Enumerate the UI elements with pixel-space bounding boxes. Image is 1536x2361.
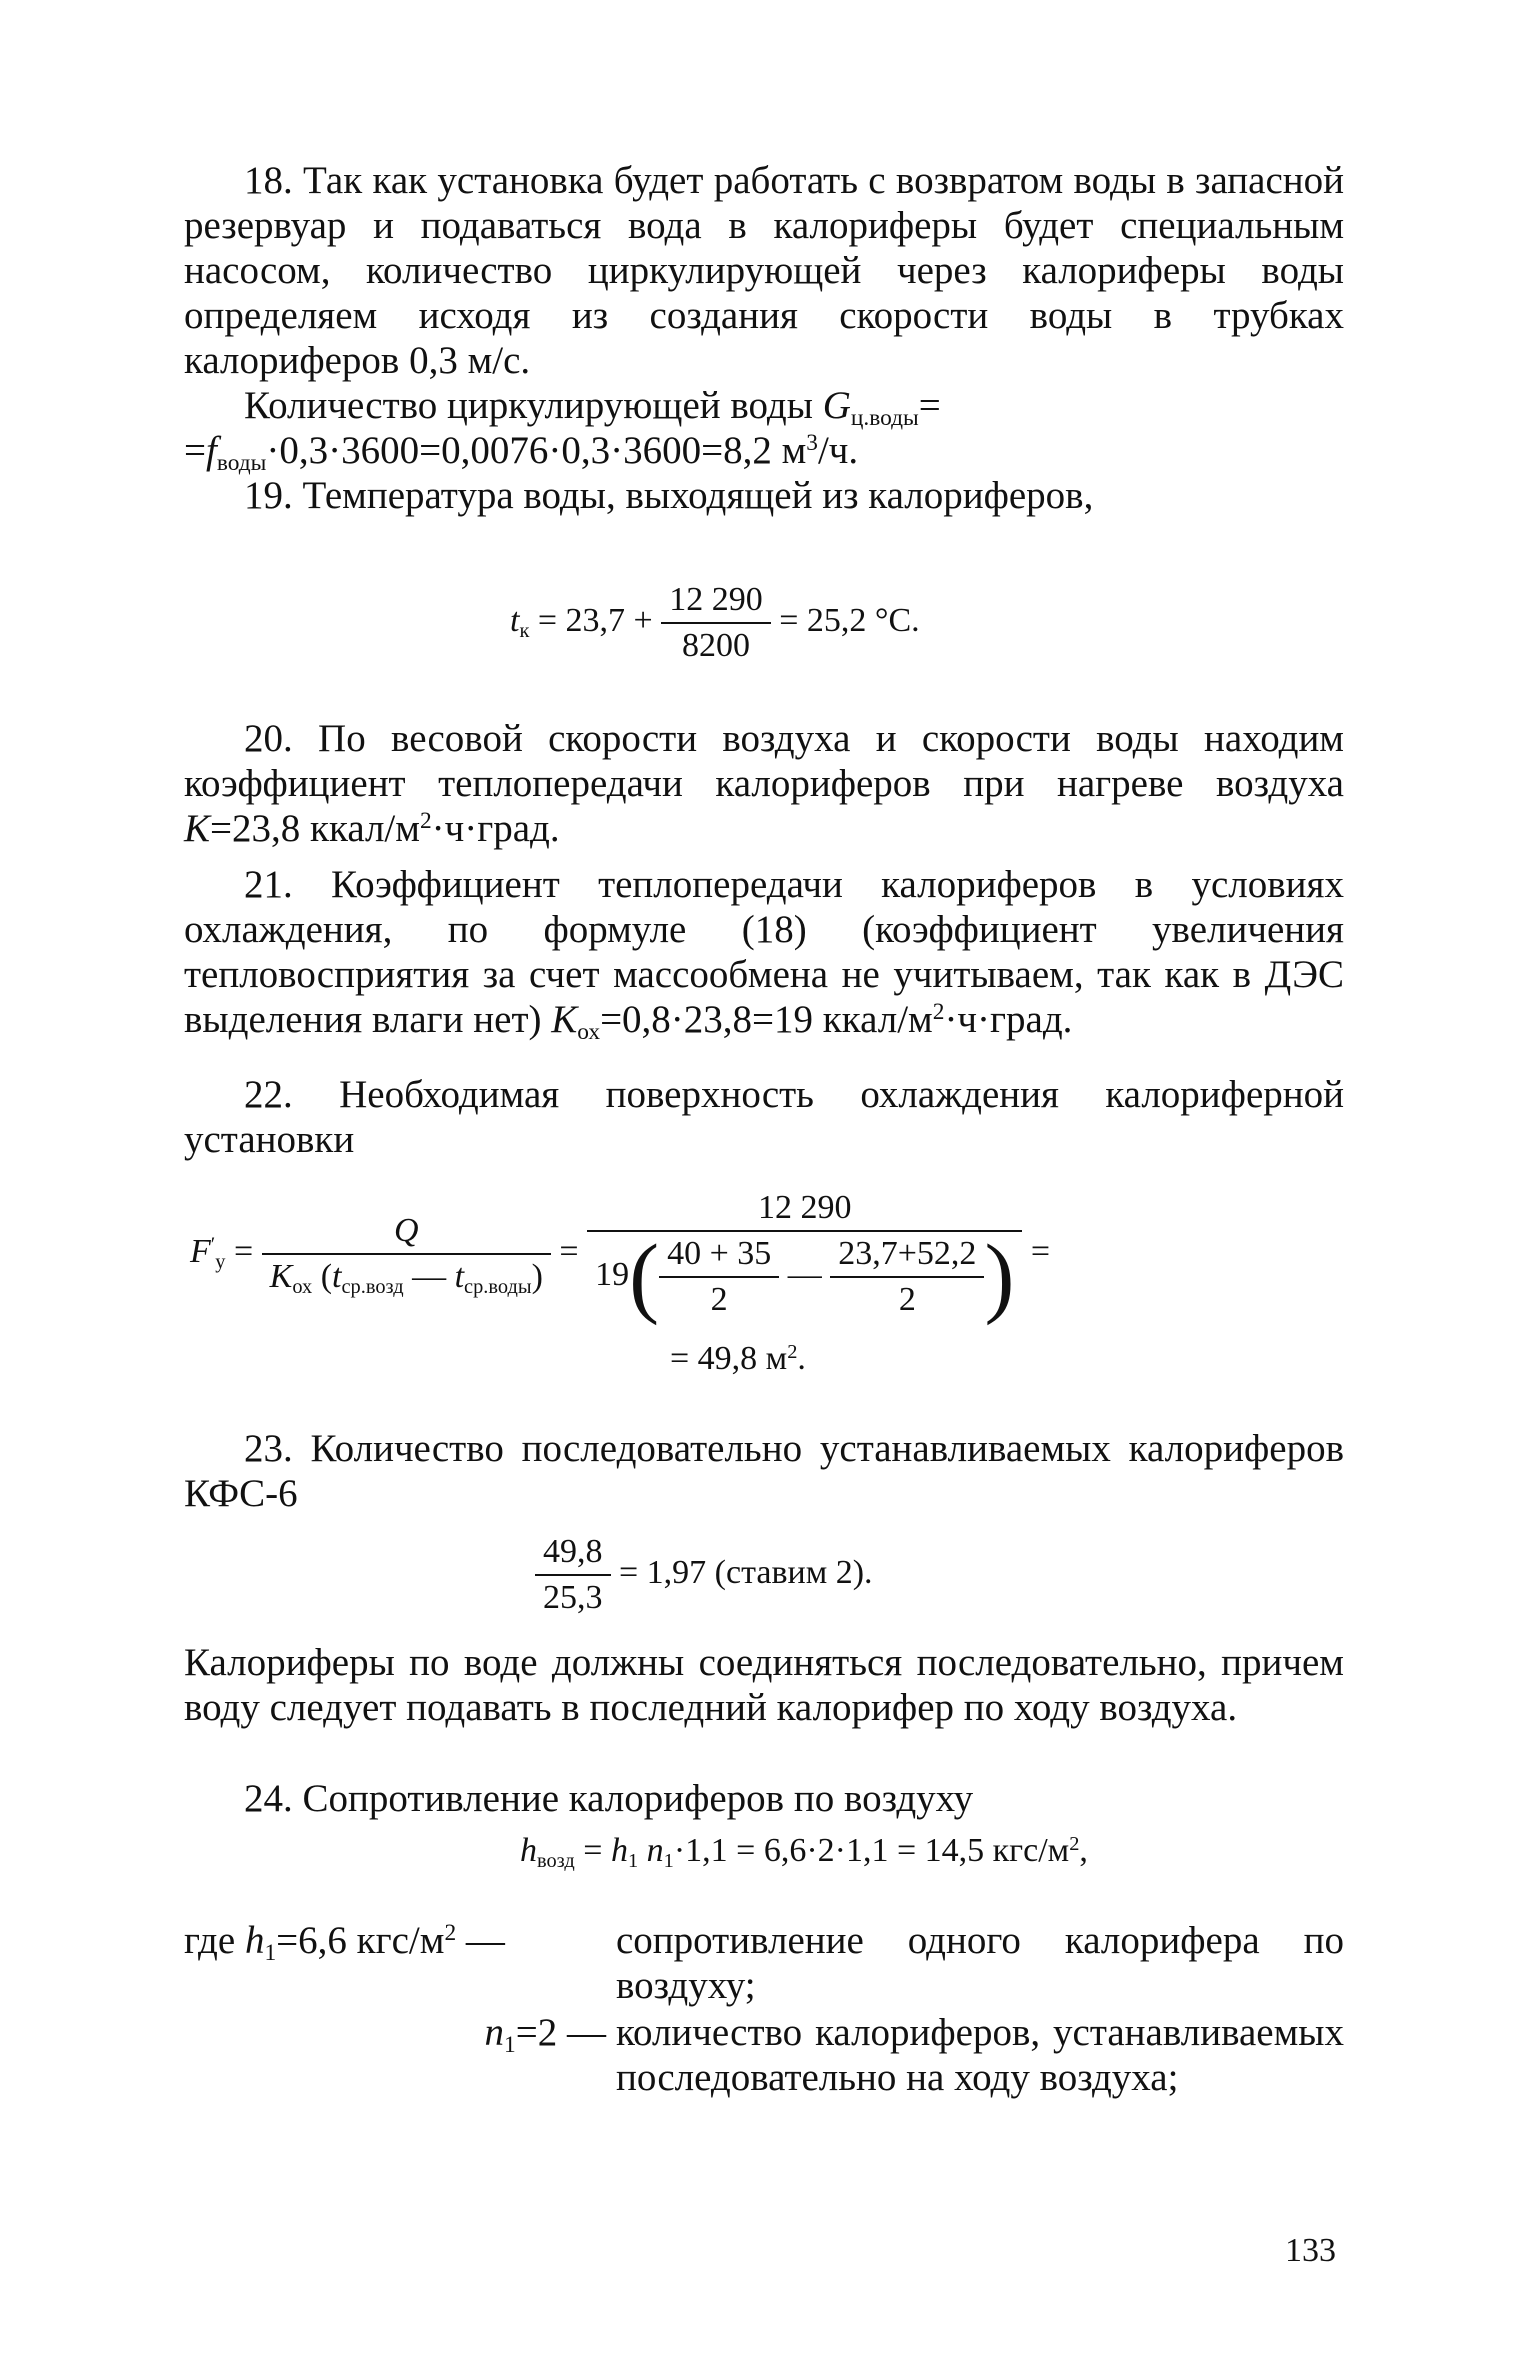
text: где [184,1919,245,1962]
text: =23,8 ккал/м [210,807,420,850]
equation-22 [190,1186,1051,1326]
numerator: 40 + 35 [659,1232,779,1278]
prime: ′ [210,1233,216,1256]
where-term [484,2010,606,2059]
numerator: 12 290 [587,1186,1022,1232]
subscript: ох [292,1276,313,1299]
left-paren: ( [629,1227,660,1326]
text: ) [531,1258,543,1295]
symbol: Q [393,1212,419,1249]
text: ·ч·град. [431,807,560,850]
minus: — [787,1255,822,1293]
symbol: h [244,1919,265,1962]
numerator: 12 290 [661,578,771,624]
paragraph-24: 24. Сопротивление калориферов по воздуху [244,1777,974,1820]
text: — [403,1258,455,1295]
subscript: ц.воды [850,405,919,432]
denominator: 2 [710,1281,728,1318]
subscript: 1 [663,1850,674,1873]
where-description: сопротивление одного калорифера по воздуху; [616,1919,1344,2007]
text: ·1,1 = 6,6·2·1,1 = 14,5 кгс/м [673,1832,1070,1869]
subscript: воды [216,450,267,477]
subscript: ох [577,1019,601,1046]
paragraph-20 [184,716,1344,851]
subscript: 1 [504,2032,516,2059]
denominator: 25,3 [543,1579,603,1616]
subscript: к [519,619,530,642]
text: =6,6 кгс/м [276,1919,445,1962]
symbol: F [190,1232,211,1270]
text: /ч. [817,429,859,472]
subscript: у [215,1250,226,1273]
text: =2 — [515,2011,606,2054]
superscript: 2 [419,808,432,835]
denominator [262,1255,551,1299]
symbol: K [184,807,211,850]
symbol: K [551,998,578,1041]
fraction [535,1530,611,1620]
subscript: 1 [264,1940,277,1967]
equals: = [1030,1232,1051,1270]
equation-24 [520,1832,1088,1873]
superscript: 2 [1069,1832,1080,1855]
numerator: 49,8 [535,1530,611,1576]
symbol: h [520,1832,537,1869]
numerator [262,1209,551,1255]
symbol: t [332,1258,342,1295]
superscript: 2 [444,1920,457,1947]
text: 21. Коэффициент теплопередачи калориферов в условиях охлаждения, по формуле (18) (коэффициент увеличения тепловосприятия за счет массообмена не учитываем, так как в ДЭС выделения влаги нет) [184,863,1344,1041]
symbol: n [484,2011,505,2054]
coefficient: 19 [595,1255,630,1293]
where-term [184,1918,505,1967]
text: =0,8·23,8=19 ккал/м [600,998,933,1041]
text: = 49,8 м [670,1340,788,1377]
paragraph-21 [184,862,1344,1046]
fraction [661,578,771,668]
paragraph-22: 22. Необходимая поверхность охлаждения калориферной установки [184,1073,1344,1161]
text: = 23,7 + [529,601,662,639]
text: — [456,1919,505,1962]
symbol: h [610,1832,628,1869]
symbol: G [822,384,851,427]
paragraph-19: 19. Температура воды, выходящей из калориферов, [244,474,1094,517]
right-paren: ) [984,1227,1015,1326]
text: . [797,1340,806,1377]
text: ·0,3·3600=0,0076·0,3·3600=8,2 м [266,429,807,472]
symbol: n [638,1832,664,1869]
fraction-2 [587,1186,1022,1326]
symbol: K [269,1258,293,1295]
text: ( [312,1258,333,1295]
equals: = [559,1232,579,1270]
denominator: 8200 [681,627,750,664]
numerator: 23,7+52,2 [830,1232,984,1278]
equation-22-result [670,1340,806,1378]
paragraph-18: 18. Так как установка будет работать с возвратом воды в запасной резервуар и подаваться вода в калориферы будет специальным насосом, количество циркулирующей через калориферы воды определяем исходя из создания скорости воды в трубках калориферов 0,3 м/с. [184,159,1344,382]
denominator: 2 [898,1281,916,1318]
text: , [1079,1832,1088,1869]
where-description: количество калориферов, устанавливаемых последовательно на ходу воздуха; [616,2011,1344,2099]
text: = [574,1832,611,1869]
where-item-n1 [184,2010,1344,2160]
symbol: t [454,1258,465,1295]
equation-19 [510,578,920,668]
text: Количество циркулирующей воды [244,384,813,427]
paragraph-23-note: Калориферы по воде должны соединяться последовательно, причем воду следует подавать в последний калорифер по ходу воздуха. [184,1641,1344,1729]
page-number: 133 [1285,2232,1336,2269]
text: ·ч·град. [944,998,1073,1041]
paragraph-18-calc: $=f_{воды}\cdot 0,3\cdot 3600=0,0076\cdot 0,3\cdot 3600=8,2$ $м^3/ч$. [184,429,859,477]
subscript: ср.возд [341,1276,404,1299]
equation-23 [535,1530,873,1620]
superscript: 3 [806,430,818,457]
denominator [587,1227,1022,1326]
subscript: возд [537,1850,575,1873]
equals: = [233,1232,254,1270]
equals: = [918,384,941,427]
paragraph-23: 23. Количество последовательно устанавливаемых калориферов КФС-6 [184,1427,1344,1515]
superscript: 2 [787,1340,798,1363]
text: = 1,97 (ставим 2). [610,1553,873,1591]
text: = 25,2 °С. [779,601,920,639]
symbol: f [206,429,217,472]
fraction-inner-1 [659,1232,779,1322]
text: 20. По весовой скорости воздуха и скорости воды находим коэффициент теплопередачи калориферов при нагреве воздуха [184,717,1344,805]
fraction-inner-2 [830,1232,984,1322]
fraction-1 [262,1209,551,1299]
subscript: ср.воды [464,1276,532,1299]
paragraph-18-circulation [184,383,1344,432]
symbol: t [510,601,520,639]
subscript: 1 [627,1850,639,1873]
superscript: 2 [932,999,945,1026]
